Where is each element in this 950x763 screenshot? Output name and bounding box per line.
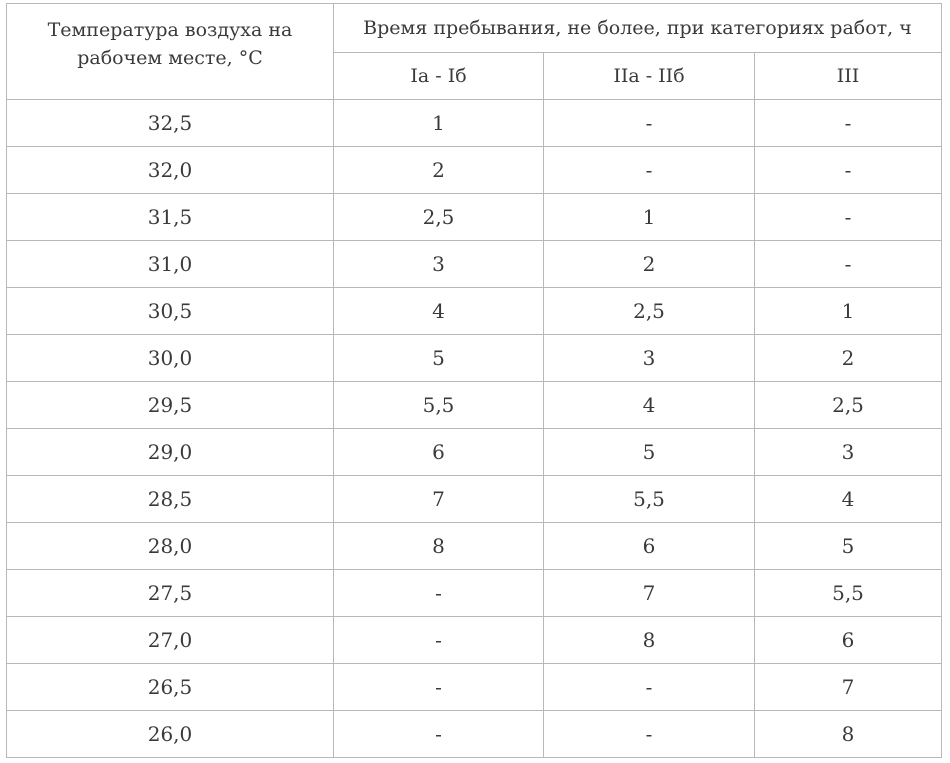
duration-cell-cat3: - [755, 194, 942, 241]
duration-cell-cat3: 6 [755, 617, 942, 664]
duration-cell-cat2: - [544, 711, 755, 758]
temperature-cell: 26,0 [7, 711, 334, 758]
temperature-cell: 28,5 [7, 476, 334, 523]
duration-cell-cat3: 4 [755, 476, 942, 523]
table-row [7, 100, 942, 147]
temperature-duration-table [6, 3, 942, 758]
table-row [7, 147, 942, 194]
temperature-table-container [6, 3, 941, 758]
table-row [7, 523, 942, 570]
duration-cell-cat3: - [755, 241, 942, 288]
duration-cell-cat1: 2,5 [334, 194, 544, 241]
temperature-cell: 27,0 [7, 617, 334, 664]
temperature-cell: 32,0 [7, 147, 334, 194]
temperature-cell: 29,5 [7, 382, 334, 429]
duration-cell-cat2: 8 [544, 617, 755, 664]
duration-cell-cat3: 5 [755, 523, 942, 570]
table-header [7, 4, 942, 100]
duration-cell-cat1: - [334, 664, 544, 711]
table-row [7, 429, 942, 476]
temperature-cell: 30,5 [7, 288, 334, 335]
category-header-2: IIа - IIб [544, 53, 755, 100]
table-row [7, 711, 942, 758]
temperature-column-header: Температура воздуха на рабочем месте, °С [7, 4, 334, 100]
duration-cell-cat2: 7 [544, 570, 755, 617]
duration-cell-cat2: 5 [544, 429, 755, 476]
duration-cell-cat1: 6 [334, 429, 544, 476]
duration-cell-cat3: - [755, 100, 942, 147]
table-row [7, 288, 942, 335]
duration-cell-cat2: 2,5 [544, 288, 755, 335]
duration-cell-cat1: - [334, 617, 544, 664]
duration-cell-cat3: 3 [755, 429, 942, 476]
duration-cell-cat3: 2,5 [755, 382, 942, 429]
duration-cell-cat1: 2 [334, 147, 544, 194]
temperature-cell: 29,0 [7, 429, 334, 476]
category-header-3: III [755, 53, 942, 100]
temperature-cell: 28,0 [7, 523, 334, 570]
temperature-cell: 31,5 [7, 194, 334, 241]
table-row [7, 241, 942, 288]
temperature-cell: 26,5 [7, 664, 334, 711]
duration-cell-cat2: 1 [544, 194, 755, 241]
temperature-cell: 27,5 [7, 570, 334, 617]
duration-cell-cat3: 7 [755, 664, 942, 711]
duration-group-header: Время пребывания, не более, при категориях работ, ч [334, 4, 942, 53]
table-row [7, 382, 942, 429]
duration-cell-cat2: - [544, 147, 755, 194]
table-row [7, 664, 942, 711]
temperature-cell: 31,0 [7, 241, 334, 288]
duration-cell-cat1: 3 [334, 241, 544, 288]
temperature-cell: 32,5 [7, 100, 334, 147]
duration-cell-cat2: 3 [544, 335, 755, 382]
duration-cell-cat1: 4 [334, 288, 544, 335]
temperature-cell: 30,0 [7, 335, 334, 382]
category-header-1: Iа - Iб [334, 53, 544, 100]
duration-cell-cat3: 1 [755, 288, 942, 335]
table-row [7, 476, 942, 523]
duration-cell-cat1: - [334, 711, 544, 758]
duration-cell-cat3: 2 [755, 335, 942, 382]
duration-cell-cat2: 6 [544, 523, 755, 570]
duration-cell-cat2: 2 [544, 241, 755, 288]
table-row [7, 617, 942, 664]
duration-cell-cat1: - [334, 570, 544, 617]
duration-cell-cat1: 7 [334, 476, 544, 523]
duration-cell-cat2: 5,5 [544, 476, 755, 523]
duration-cell-cat1: 5,5 [334, 382, 544, 429]
duration-cell-cat2: - [544, 664, 755, 711]
header-row-1 [7, 4, 942, 53]
table-row [7, 335, 942, 382]
duration-cell-cat2: - [544, 100, 755, 147]
duration-cell-cat1: 5 [334, 335, 544, 382]
duration-cell-cat1: 1 [334, 100, 544, 147]
duration-cell-cat3: - [755, 147, 942, 194]
duration-cell-cat3: 8 [755, 711, 942, 758]
duration-cell-cat1: 8 [334, 523, 544, 570]
table-row [7, 194, 942, 241]
table-body [7, 100, 942, 758]
table-row [7, 570, 942, 617]
duration-cell-cat3: 5,5 [755, 570, 942, 617]
duration-cell-cat2: 4 [544, 382, 755, 429]
